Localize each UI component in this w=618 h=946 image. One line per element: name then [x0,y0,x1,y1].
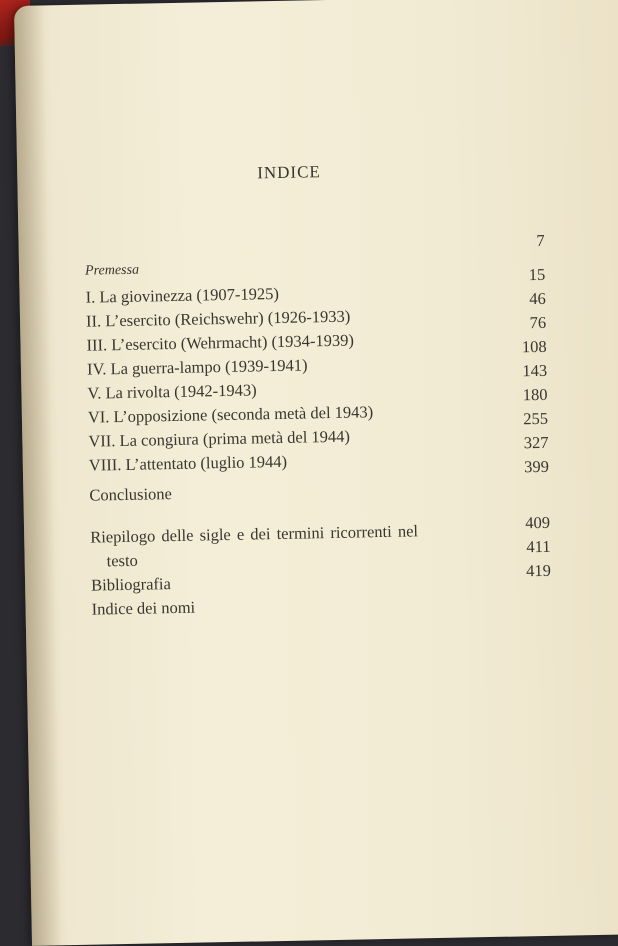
toc-entry-page: 327 [523,432,549,453]
toc-entry-label: Indice dei nomi [91,597,196,619]
toc-entry-page: 46 [529,288,546,309]
toc-entry-page: 411 [526,536,551,557]
toc-entry-page: 180 [522,384,548,405]
toc-entry-page: 419 [526,560,552,581]
toc-entry-label: VIII. L’attentato (luglio 1944) [88,451,288,475]
toc-entry-label: V. La rivolta (1942-1943) [87,380,257,403]
toc-entry-page: 15 [528,264,546,285]
toc-entry-label: Premessa [84,262,140,279]
toc-entry-label: Conclusione [89,484,173,505]
toc-entry-page: 399 [524,456,550,477]
toc-entry-page: 108 [521,336,547,357]
toc-entry-label: II. L’esercito (Reichswehr) (1926-1933) [85,306,351,331]
toc-entry-page: 7 [536,230,545,251]
toc-entry-label: III. L’esercito (Wehrmacht) (1934-1939) [86,330,355,355]
page-title: INDICE [257,162,322,183]
table-of-contents [14,0,618,946]
toc-entry-label: I. La giovinezza (1907-1925) [85,283,280,307]
toc-entry-label: Riepilogo delle sigle e dei termini ricorrenti nel [90,521,419,547]
toc-entry-label: IV. La guerra-lampo (1939-1941) [86,355,308,379]
toc-entry-label: VII. La congiura (prima metà del 1944) [88,426,351,451]
toc-entry-page: 255 [523,408,549,429]
toc-entry-label: VI. L’opposizione (seconda metà del 1943) [87,402,374,427]
toc-entry-page: 409 [525,512,551,533]
toc-entry-page: 143 [522,360,548,381]
book-page [14,0,618,946]
toc-entry-page: 76 [529,312,547,333]
toc-entry-label: testo [106,550,139,571]
toc-entry-label: Bibliografia [90,574,172,595]
